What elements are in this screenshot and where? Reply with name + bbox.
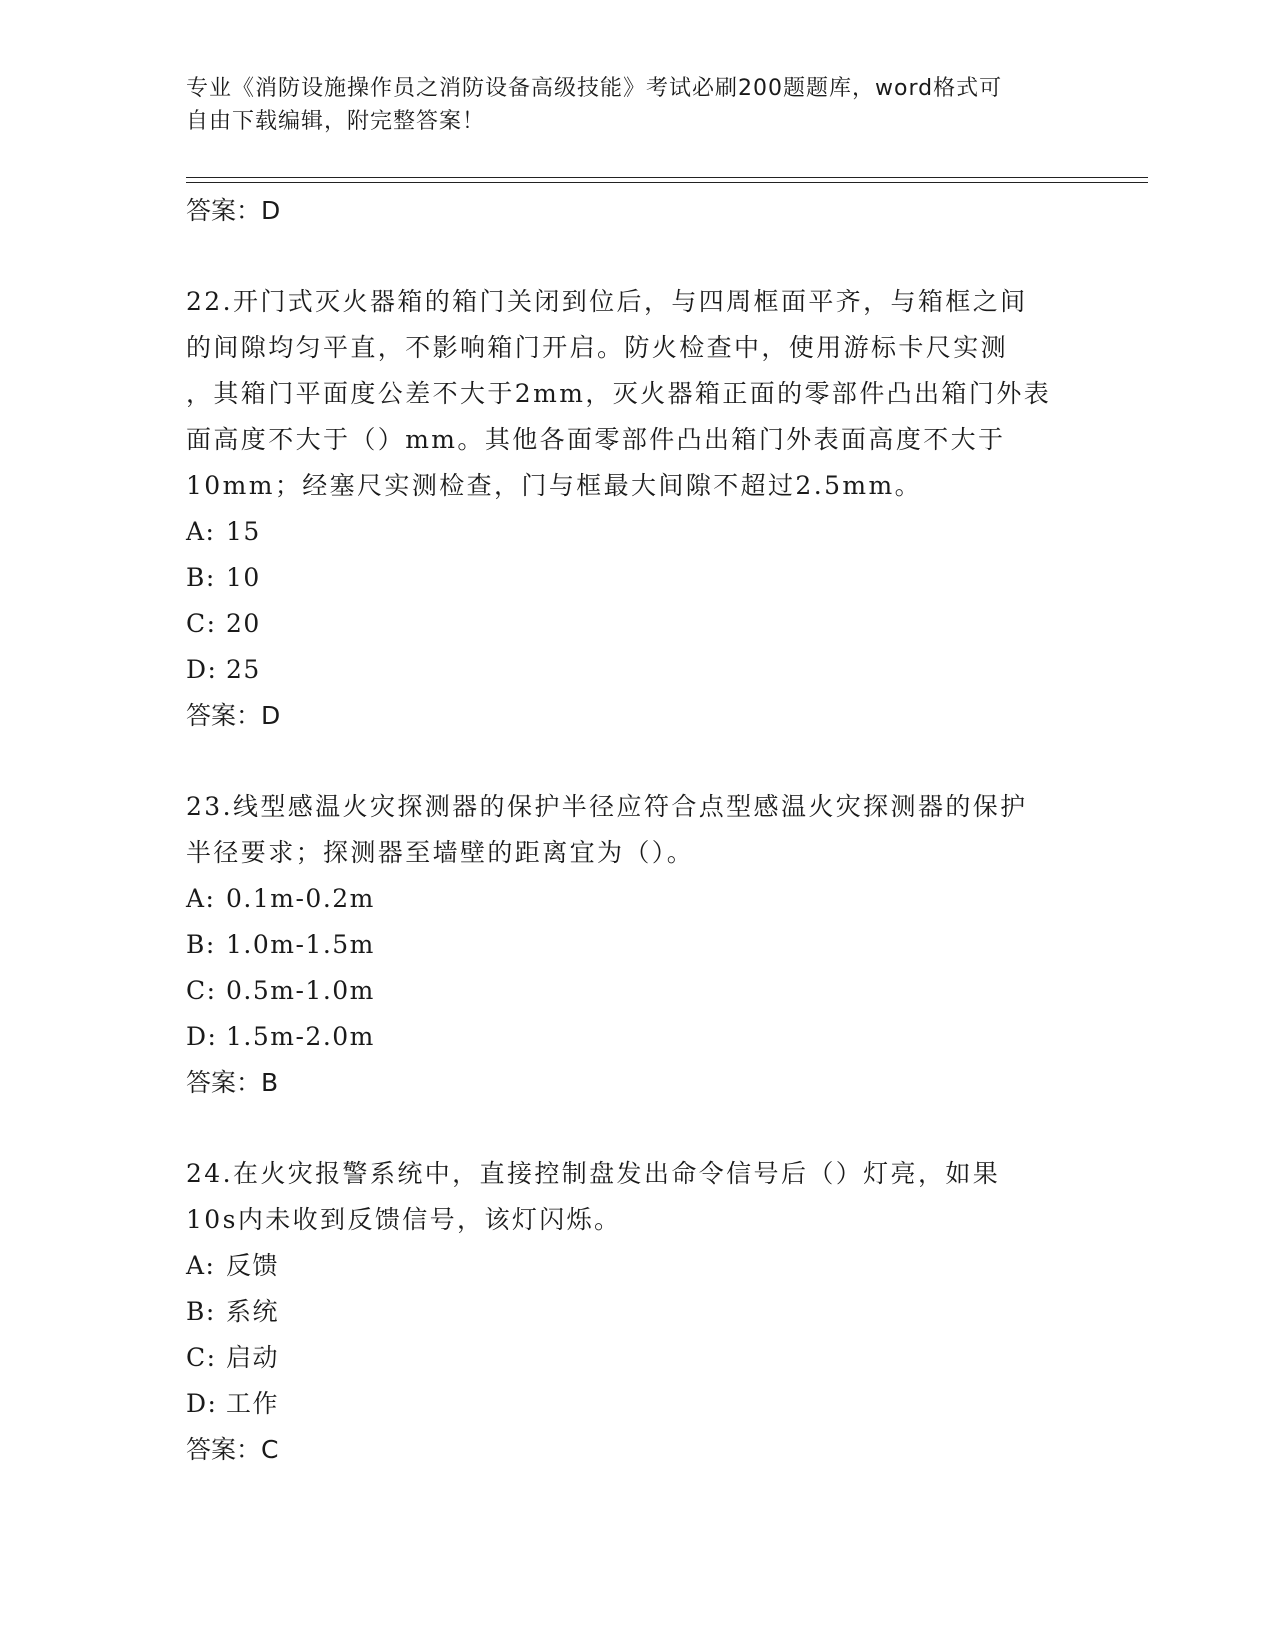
option-d	[186, 647, 1086, 693]
option-text: 1.5m-2.0m	[226, 1022, 375, 1051]
header-line-1: 专业《消防设施操作员之消防设备高级技能》考试必刷200题题库，word格式可	[186, 76, 1003, 101]
option-b	[186, 922, 1086, 968]
option-d	[186, 1014, 1086, 1060]
option-letter: A:	[186, 517, 216, 546]
option-letter: D:	[186, 655, 218, 684]
option-letter: D:	[186, 1022, 218, 1051]
header-divider-bottom	[186, 182, 1148, 183]
option-text: 工作	[226, 1389, 280, 1418]
question-stem-line: 23.线型感温火灾探测器的保护半径应符合点型感温火灾探测器的保护	[186, 792, 1028, 821]
option-a	[186, 876, 1086, 922]
question-stem-line: 10mm；经塞尺实测检查，门与框最大间隙不超过2.5mm。	[186, 471, 922, 500]
question-stem-line: 10s内未收到反馈信号，该灯闪烁。	[186, 1205, 622, 1234]
option-text: 10	[226, 563, 261, 592]
option-text: 1.0m-1.5m	[226, 930, 375, 959]
option-text: 0.5m-1.0m	[226, 976, 375, 1005]
option-text: 20	[226, 609, 261, 638]
option-b	[186, 1289, 1086, 1335]
option-a	[186, 1243, 1086, 1289]
option-text: 反馈	[226, 1251, 280, 1280]
option-c	[186, 968, 1086, 1014]
option-a	[186, 509, 1086, 555]
answer-label: 答案：D	[186, 196, 281, 225]
option-text: 25	[226, 655, 261, 684]
spacer	[186, 1106, 1086, 1151]
spacer	[186, 739, 1086, 784]
option-letter: B:	[186, 930, 216, 959]
spacer	[186, 234, 1086, 279]
option-letter: C:	[186, 976, 217, 1005]
option-c	[186, 1335, 1086, 1381]
option-b	[186, 555, 1086, 601]
option-text: 0.1m-0.2m	[226, 884, 375, 913]
answer-label: 答案：B	[186, 1068, 279, 1097]
option-letter: B:	[186, 563, 216, 592]
option-text: 启动	[226, 1343, 280, 1372]
document-body	[186, 188, 1086, 1473]
option-letter: D:	[186, 1389, 218, 1418]
option-letter: C:	[186, 609, 217, 638]
answer-label: 答案：C	[186, 1435, 279, 1464]
option-text: 15	[226, 517, 261, 546]
option-c	[186, 601, 1086, 647]
question-stem-line: 半径要求；探测器至墙壁的距离宜为（）。	[186, 838, 695, 867]
option-letter: A:	[186, 1251, 216, 1280]
answer-label: 答案：D	[186, 701, 281, 730]
question-stem-line: 22.开门式灭火器箱的箱门关闭到位后，与四周框面平齐，与箱框之间	[186, 287, 1028, 316]
question-block	[186, 784, 1086, 1106]
option-letter: A:	[186, 884, 216, 913]
option-d	[186, 1381, 1086, 1427]
option-letter: B:	[186, 1297, 216, 1326]
option-text: 系统	[226, 1297, 280, 1326]
header-line-2: 自由下载编辑，附完整答案！	[186, 109, 486, 134]
question-stem-line: 的间隙均匀平直，不影响箱门开启。防火检查中，使用游标卡尺实测	[186, 333, 1009, 362]
document-header	[186, 72, 1086, 138]
question-stem-line: ，其箱门平面度公差不大于2mm，灭火器箱正面的零部件凸出箱门外表	[186, 379, 1052, 408]
question-block	[186, 1151, 1086, 1473]
question-stem-line: 面高度不大于（）mm。其他各面零部件凸出箱门外表面高度不大于	[186, 425, 1006, 454]
question-stem-line: 24.在火灾报警系统中，直接控制盘发出命令信号后（）灯亮，如果	[186, 1159, 1001, 1188]
header-divider-top	[186, 177, 1148, 178]
question-block	[186, 279, 1086, 739]
option-letter: C:	[186, 1343, 217, 1372]
